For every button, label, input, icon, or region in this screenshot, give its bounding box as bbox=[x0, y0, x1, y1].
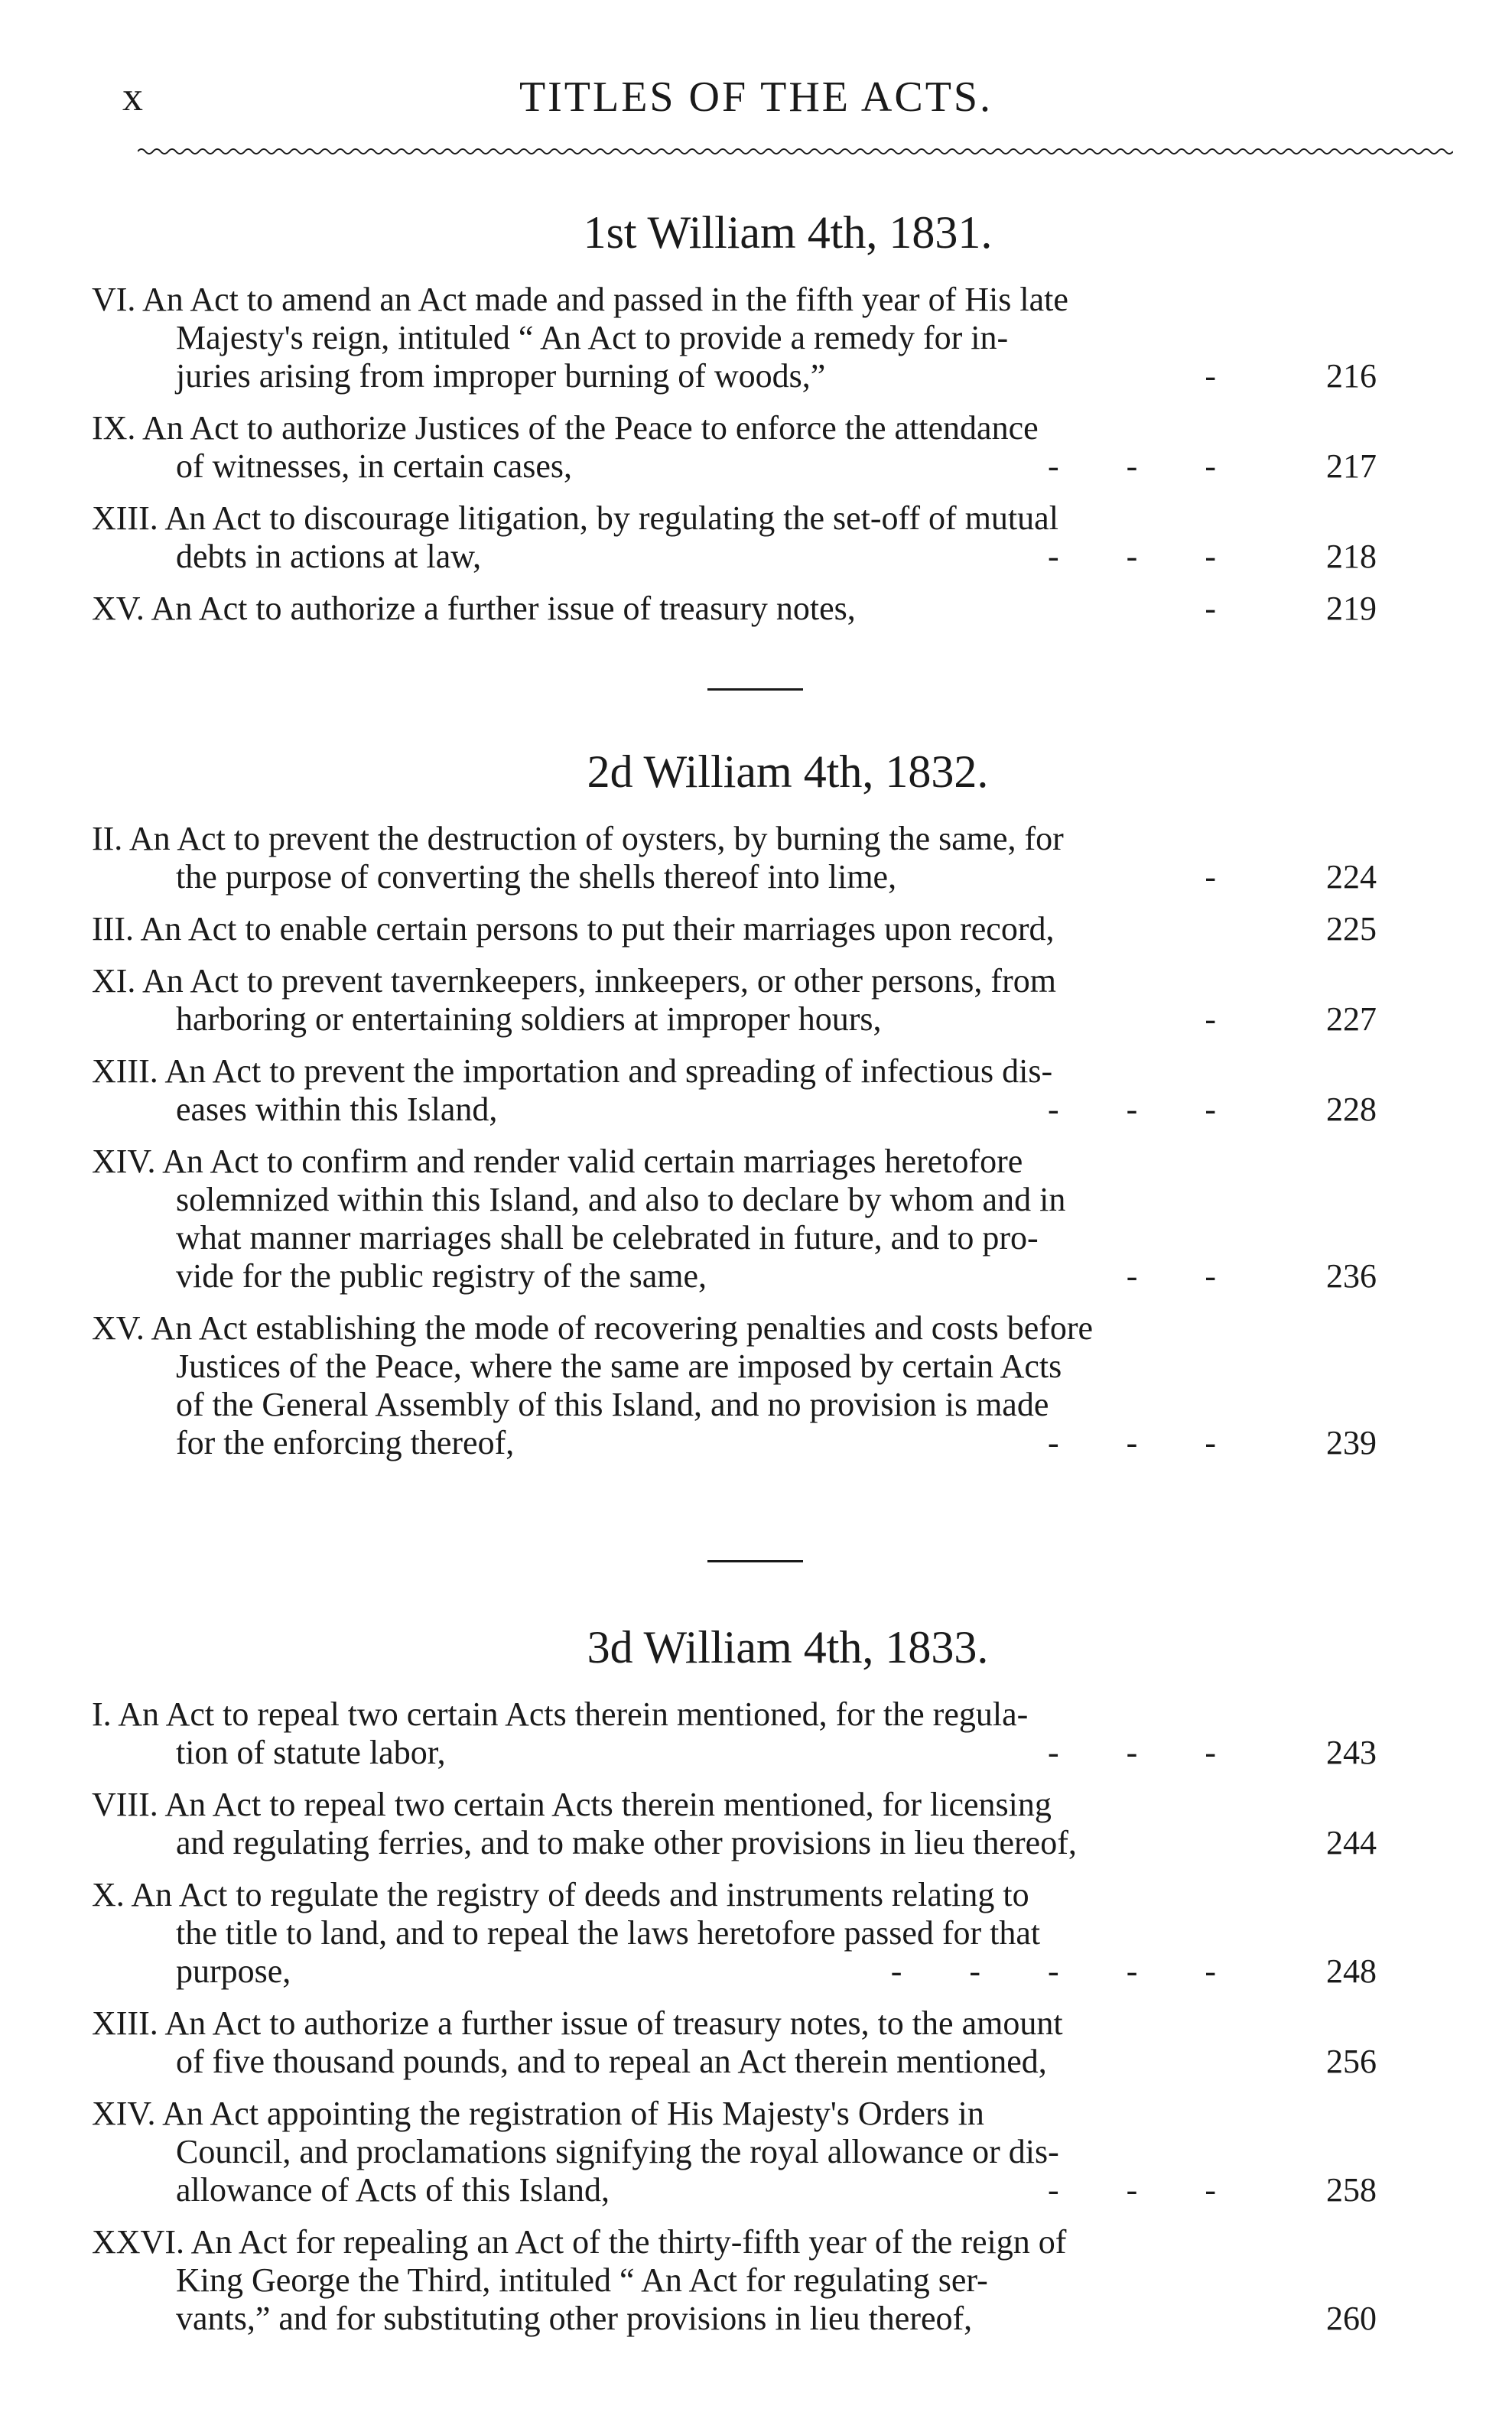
act-title-continued-line bbox=[92, 2043, 1239, 2081]
page-reference: 219 bbox=[1326, 590, 1377, 627]
act-title-continued-line bbox=[92, 1091, 1239, 1129]
leader-dashes: - - - bbox=[1048, 447, 1216, 485]
act-title-first-line bbox=[92, 820, 1239, 858]
leader-dashes: - - bbox=[1126, 1257, 1216, 1295]
page-reference: 248 bbox=[1326, 1952, 1377, 1990]
act-title-text: An Act to enable certain persons to put their marriages upon record, bbox=[140, 910, 1055, 948]
page-reference: 256 bbox=[1326, 2043, 1377, 2080]
act-title-text: Council, and proclamations signifying the royal allowance or dis- bbox=[176, 2133, 1059, 2170]
page-reference: 227 bbox=[1326, 1000, 1377, 1038]
act-title-first-line bbox=[92, 1052, 1239, 1091]
wavy-rule bbox=[138, 144, 1453, 159]
act-title-text: An Act to prevent tavernkeepers, innkeepers, or other persons, from bbox=[142, 962, 1056, 1000]
leader-dashes: - bbox=[1205, 1000, 1216, 1038]
act-title-continued-line bbox=[92, 319, 1239, 357]
page-reference: 260 bbox=[1326, 2300, 1377, 2337]
section-heading: 3d William 4th, 1833. bbox=[587, 1622, 989, 1673]
act-title-text: An Act to prevent the destruction of oysters, by burning the same, for bbox=[128, 820, 1064, 857]
section-1832 bbox=[92, 746, 1438, 1476]
act-chapter-number: VI. bbox=[92, 281, 142, 318]
act-title-first-line bbox=[92, 2223, 1239, 2261]
act-title-text: debts in actions at law, bbox=[176, 538, 482, 575]
act-title-continued-line bbox=[92, 1348, 1239, 1386]
act-title-text: eases within this Island, bbox=[176, 1091, 498, 1128]
act-title-first-line bbox=[92, 2004, 1239, 2043]
act-title-continued-line bbox=[92, 2261, 1239, 2300]
act-entry bbox=[92, 2004, 1438, 2081]
act-title-continued-line bbox=[92, 2300, 1239, 2338]
act-entry bbox=[92, 590, 1438, 628]
act-title-text: and regulating ferries, and to make other provisions in lieu thereof, bbox=[176, 1824, 1077, 1861]
act-chapter-number: XV. bbox=[92, 1309, 151, 1347]
act-title-first-line bbox=[92, 2095, 1239, 2133]
section-heading: 2d William 4th, 1832. bbox=[587, 746, 989, 797]
page-reference: 225 bbox=[1326, 910, 1377, 948]
act-title-text: An Act to repeal two certain Acts therein mentioned, for the regula- bbox=[118, 1695, 1029, 1733]
act-title-continued-line bbox=[92, 1734, 1239, 1772]
act-title-first-line bbox=[92, 1786, 1239, 1824]
page-reference: 243 bbox=[1326, 1734, 1377, 1771]
act-chapter-number: XI. bbox=[92, 962, 142, 1000]
act-entry bbox=[92, 1309, 1438, 1462]
act-entry bbox=[92, 910, 1438, 948]
act-title-continued-line bbox=[92, 858, 1239, 896]
act-entry bbox=[92, 820, 1438, 896]
act-chapter-number: I. bbox=[92, 1695, 119, 1733]
act-title-first-line bbox=[92, 281, 1239, 319]
page-number: x bbox=[122, 73, 143, 119]
act-title-text: An Act to authorize a further issue of treasury notes, to the amount bbox=[164, 2004, 1063, 2042]
act-title-continued-line bbox=[92, 538, 1239, 576]
act-title-first-line bbox=[92, 590, 1239, 628]
page-reference: 239 bbox=[1326, 1424, 1377, 1461]
act-entry bbox=[92, 1052, 1438, 1129]
act-title-continued-line bbox=[92, 1386, 1239, 1424]
page-reference: 228 bbox=[1326, 1091, 1377, 1128]
act-title-text: An Act to amend an Act made and passed in the fifth year of His late bbox=[142, 281, 1068, 318]
page-reference: 216 bbox=[1326, 357, 1377, 395]
act-entry bbox=[92, 2095, 1438, 2209]
act-title-continued-line bbox=[92, 1000, 1239, 1039]
act-title-first-line bbox=[92, 962, 1239, 1000]
act-title-continued-line bbox=[92, 2171, 1239, 2209]
leader-dashes: - - - bbox=[1048, 1091, 1216, 1128]
act-title-continued-line bbox=[92, 1914, 1239, 1952]
act-entry bbox=[92, 1143, 1438, 1296]
act-chapter-number: X. bbox=[92, 1876, 132, 1913]
act-title-text: An Act to discourage litigation, by regulating the set-off of mutual bbox=[164, 499, 1058, 537]
act-entry bbox=[92, 499, 1438, 576]
act-entry bbox=[92, 2223, 1438, 2338]
act-title-continued-line bbox=[92, 447, 1239, 486]
act-chapter-number: IX. bbox=[92, 409, 142, 447]
act-chapter-number: XIV. bbox=[92, 2095, 163, 2132]
act-title-text: An Act to repeal two certain Acts therein mentioned, for licensing bbox=[164, 1786, 1052, 1823]
act-title-first-line bbox=[92, 1695, 1239, 1734]
page-reference: 217 bbox=[1326, 447, 1377, 485]
act-title-first-line bbox=[92, 1876, 1239, 1914]
act-title-text: solemnized within this Island, and also to declare by whom and in bbox=[176, 1181, 1066, 1218]
page-reference: 244 bbox=[1326, 1824, 1377, 1861]
act-entry bbox=[92, 409, 1438, 486]
act-title-text: the purpose of converting the shells thereof into lime, bbox=[176, 858, 897, 896]
act-title-text: purpose, bbox=[176, 1952, 291, 1990]
act-title-first-line bbox=[92, 1309, 1239, 1348]
act-title-continued-line bbox=[92, 1824, 1239, 1862]
act-title-continued-line bbox=[92, 1219, 1239, 1257]
act-title-text: An Act to confirm and render valid certain marriages heretofore bbox=[162, 1143, 1023, 1180]
act-title-text: of witnesses, in certain cases, bbox=[176, 447, 573, 485]
leader-dashes: - - - bbox=[1048, 1424, 1216, 1461]
leader-dashes: - bbox=[1205, 590, 1216, 627]
act-title-continued-line bbox=[92, 1952, 1239, 1991]
act-title-text: An Act to regulate the registry of deeds and instruments relating to bbox=[131, 1876, 1029, 1913]
act-chapter-number: II. bbox=[92, 820, 129, 857]
act-title-continued-line bbox=[92, 1257, 1239, 1296]
section-1831 bbox=[92, 206, 1438, 642]
leader-dashes: - - - bbox=[1048, 2171, 1216, 2209]
act-chapter-number: III. bbox=[92, 910, 141, 948]
act-title-text: harboring or entertaining soldiers at improper hours, bbox=[176, 1000, 882, 1038]
act-title-text: Majesty's reign, intituled “ An Act to provide a remedy for in- bbox=[176, 319, 1009, 356]
section-heading: 1st William 4th, 1831. bbox=[583, 207, 993, 258]
act-entry bbox=[92, 1876, 1438, 1991]
act-chapter-number: XXVI. bbox=[92, 2223, 191, 2261]
act-title-text: what manner marriages shall be celebrated in future, and to pro- bbox=[176, 1219, 1039, 1257]
act-title-text: An Act for repealing an Act of the thirty-fifth year of the reign of bbox=[190, 2223, 1067, 2261]
act-title-first-line bbox=[92, 499, 1239, 538]
leader-dashes: - bbox=[1205, 858, 1216, 896]
page-reference: 258 bbox=[1326, 2171, 1377, 2209]
act-title-text: allowance of Acts of this Island, bbox=[176, 2171, 610, 2209]
act-title-first-line bbox=[92, 409, 1239, 447]
act-title-continued-line bbox=[92, 1181, 1239, 1219]
act-title-text: of five thousand pounds, and to repeal an Act therein mentioned, bbox=[176, 2043, 1047, 2080]
act-title-text: Justices of the Peace, where the same are imposed by certain Acts bbox=[176, 1348, 1062, 1385]
act-title-text: King George the Third, intituled “ An Act for regulating ser- bbox=[176, 2261, 988, 2299]
leader-dashes: - - - bbox=[1048, 1734, 1216, 1771]
act-chapter-number: XIII. bbox=[92, 1052, 165, 1090]
separator-rule bbox=[707, 1560, 803, 1562]
act-title-text: vide for the public registry of the same, bbox=[176, 1257, 707, 1295]
leader-dashes: - - - - - bbox=[890, 1952, 1216, 1990]
act-title-first-line bbox=[92, 1143, 1239, 1181]
act-title-text: An Act to authorize a further issue of treasury notes, bbox=[151, 590, 856, 627]
act-title-text: An Act to authorize Justices of the Peace to enforce the attendance bbox=[142, 409, 1039, 447]
act-chapter-number: VIII. bbox=[92, 1786, 165, 1823]
act-title-first-line bbox=[92, 910, 1239, 948]
section-1833 bbox=[92, 1621, 1438, 2352]
act-entry bbox=[92, 281, 1438, 395]
act-title-text: tion of statute labor, bbox=[176, 1734, 446, 1771]
page-reference: 236 bbox=[1326, 1257, 1377, 1295]
act-title-continued-line bbox=[92, 1424, 1239, 1462]
act-chapter-number: XIV. bbox=[92, 1143, 163, 1180]
leader-dashes: - - - bbox=[1048, 538, 1216, 575]
act-title-text: An Act appointing the registration of His Majesty's Orders in bbox=[162, 2095, 984, 2132]
act-title-continued-line bbox=[92, 2133, 1239, 2171]
act-chapter-number: XIII. bbox=[92, 499, 165, 537]
act-entry bbox=[92, 1695, 1438, 1772]
act-title-text: for the enforcing thereof, bbox=[176, 1424, 515, 1461]
separator-rule bbox=[707, 688, 803, 691]
act-entry bbox=[92, 1786, 1438, 1862]
act-title-text: juries arising from improper burning of woods,” bbox=[176, 357, 826, 395]
act-title-text: vants,” and for substituting other provisions in lieu thereof, bbox=[176, 2300, 973, 2337]
act-title-text: of the General Assembly of this Island, and no provision is made bbox=[176, 1386, 1049, 1423]
act-title-text: An Act establishing the mode of recovering penalties and costs before bbox=[151, 1309, 1094, 1347]
act-chapter-number: XV. bbox=[92, 590, 151, 627]
running-title: TITLES OF THE ACTS. bbox=[519, 73, 993, 121]
act-title-text: the title to land, and to repeal the laws heretofore passed for that bbox=[176, 1914, 1041, 1952]
act-title-text: An Act to prevent the importation and spreading of infectious dis- bbox=[164, 1052, 1053, 1090]
leader-dashes: - bbox=[1205, 357, 1216, 395]
page-reference: 218 bbox=[1326, 538, 1377, 575]
page-reference: 224 bbox=[1326, 858, 1377, 896]
act-title-continued-line bbox=[92, 357, 1239, 395]
act-entry bbox=[92, 962, 1438, 1039]
act-chapter-number: XIII. bbox=[92, 2004, 165, 2042]
